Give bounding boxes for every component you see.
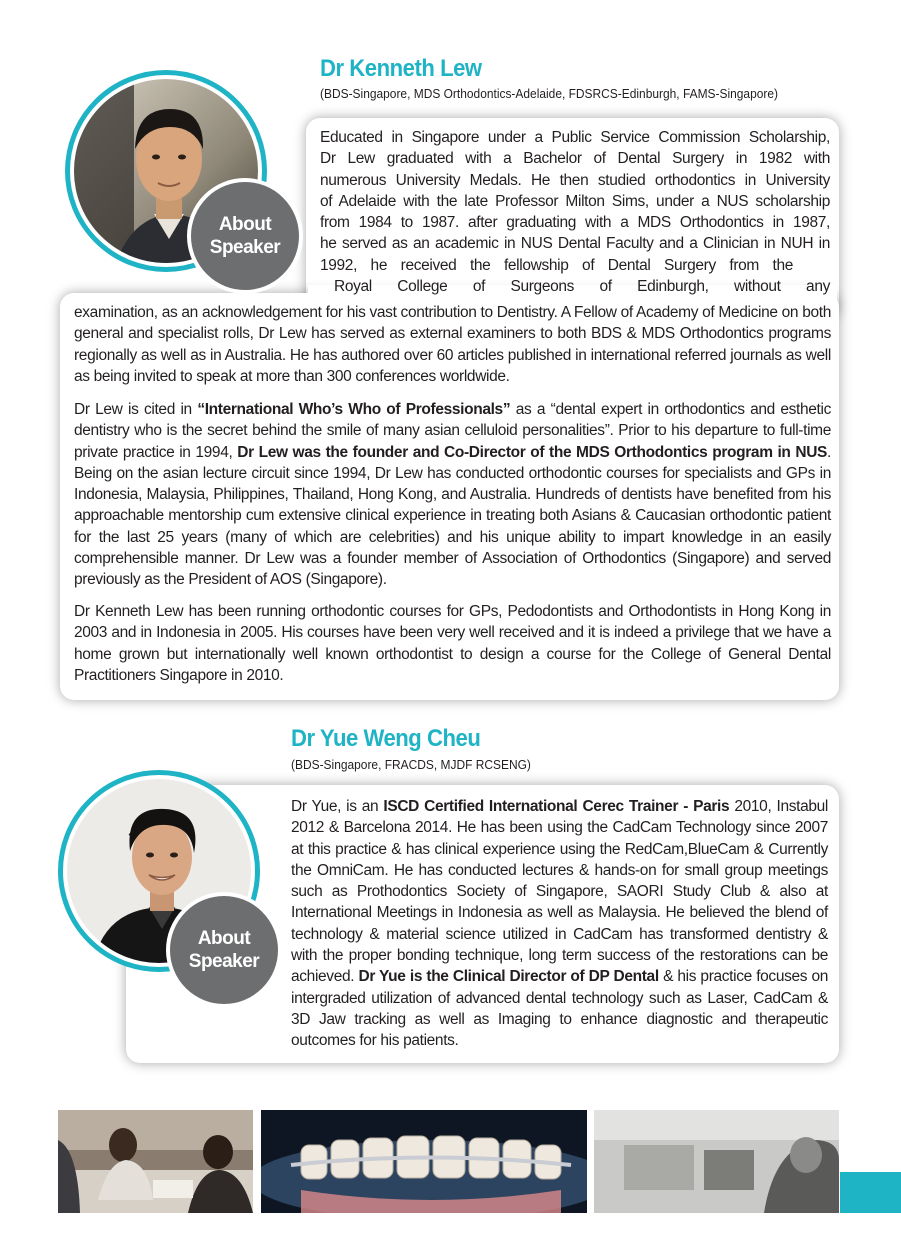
s2-c: 2010, Instabul 2012 & Barcelona 2014. He has been using the CadCam Technology since 2007 at this practice & has clinical experience using the RedCam,BlueCam & Currently the OmniCam. He has conducted lectures & hands-on for small group meetings such as Prothodontics Society of Singapore, SAORI Study Club & also at International Meetings in Indonesia as well as Malaysia. He believed the blend of technology & material science utilized in CadCam has transformed dentistry & with the proper bonding technique, long term success of the restorations can be achieved. <box>291 798 828 986</box>
page-corner-accent <box>840 1172 901 1213</box>
p2-b: “International Who’s Who of Professionals” <box>197 401 511 418</box>
speaker1-name: Dr Kenneth Lew <box>320 55 482 82</box>
s2-b: ISCD Certified International Cerec Trainer - Paris <box>383 798 730 815</box>
photo-strip-lab-image <box>594 1110 839 1213</box>
s2-d: Dr Yue is the Clinical Director of DP Dental <box>358 968 659 986</box>
p2-c: as a “dental expert in orthodontics and esthetic dentistry who is the secret behind the smile of many asian celluloid personalities”. Prior to his departure to full-time private practice in 1994, <box>74 401 832 461</box>
speaker1-about-speaker-badge <box>187 178 303 294</box>
bio-line: he served as an academic in NUS Dental Faculty and a Clinician in NUH in <box>320 235 830 253</box>
bio-line: Educated in Singapore under a Public Service Commission Scholarship, <box>320 129 830 146</box>
speaker1-bio-paragraph-3: Dr Kenneth Lew has been running orthodontic courses for GPs, Pedodontists and Orthodontists in Hong Kong in 2003 and in Indonesia in 2005. His courses have been very well received and it is indeed a privilege that we have a home grown but internationally well known orthodontist to design a course for the College of General Dental Practitioners Singapore in 2010. <box>74 603 831 684</box>
badge2-line2: Speaker <box>188 951 260 972</box>
badge2-line1: About <box>197 928 251 949</box>
speaker1-bio-paragraph-2 <box>74 399 831 591</box>
p2-e: . Being on the asian lecture circuit since 1994, Dr Lew has conducted orthodontic courses for specialists and GPs in Indonesia, Malaysia, Philippines, Thailand, Hong Kong, and Australia. Hundreds of dentists have benefited from his approachable mentorship cum extensive clinical experience in treating both Asians & Caucasian orthodontic patient for the last 25 years (many of which are celebrities) and his unique ability to impart knowledge in an easily comprehensible manner. Dr Lew was a founder member of Association of Orthodontics (Singapore) and served previously as the President of AOS (Singapore). <box>74 443 831 589</box>
photo-strip-braces-image <box>261 1110 587 1213</box>
speaker2-bio-paragraph <box>291 796 828 1052</box>
bio-line: Royal College of Surgeons of Edinburgh, without any <box>334 278 830 296</box>
photo-strip-students-image <box>58 1110 253 1213</box>
badge1-line2: Speaker <box>209 237 281 258</box>
speaker1-bio-paragraph-1-continued: examination, as an acknowledgement for his vast contribution to Dentistry. A Fellow of Academy of Medicine on both general and specialist rolls, Dr Lew has served as external examiners to both BDS & MDS Orthodontics programs regionally as well as in Australia. He has authored over 60 articles published in international referred journals as well as being invited to speak at more than 300 conferences worldwide. <box>74 304 831 385</box>
p2-a: Dr Lew is cited in <box>74 401 198 418</box>
speaker1-qualifications: (BDS-Singapore, MDS Orthodontics-Adelaide, FDSRCS-Edinburgh, FAMS-Singapore) <box>320 86 779 101</box>
bio-line: numerous University Medals. He then studied orthodontics in University <box>320 171 830 189</box>
badge1-line1: About <box>218 214 272 235</box>
bio-line: 1992, he received the fellowship of Dental Surgery from the <box>320 256 793 274</box>
speaker2-qualifications: (BDS-Singapore, FRACDS, MJDF RCSENG) <box>291 757 531 772</box>
speaker2-about-speaker-badge <box>166 892 282 1008</box>
bio-line: Dr Lew graduated with a Bachelor of Dental Surgery in 1982 with <box>320 150 830 168</box>
s2-e: & his practice focuses on intergraded utilization of advanced dental technology such as Laser, CadCam & 3D Jaw tracking as well as Imaging to enhance diagnostic and therapeutic outcomes for his patients. <box>291 968 828 1050</box>
s2-a: Dr Yue, is an <box>291 798 384 815</box>
p2-d: Dr Lew was the founder and Co-Director of the MDS Orthodontics program in NUS <box>237 443 828 461</box>
bio-line: of Adelaide with the late Professor Milton Sims, under a NUS scholarship <box>320 192 830 210</box>
speaker2-name: Dr Yue Weng Cheu <box>291 725 481 752</box>
speaker1-bio-intro <box>320 127 830 297</box>
bio-line: from 1984 to 1987. after graduating with a MDS Orthodontics in 1987, <box>320 214 830 232</box>
